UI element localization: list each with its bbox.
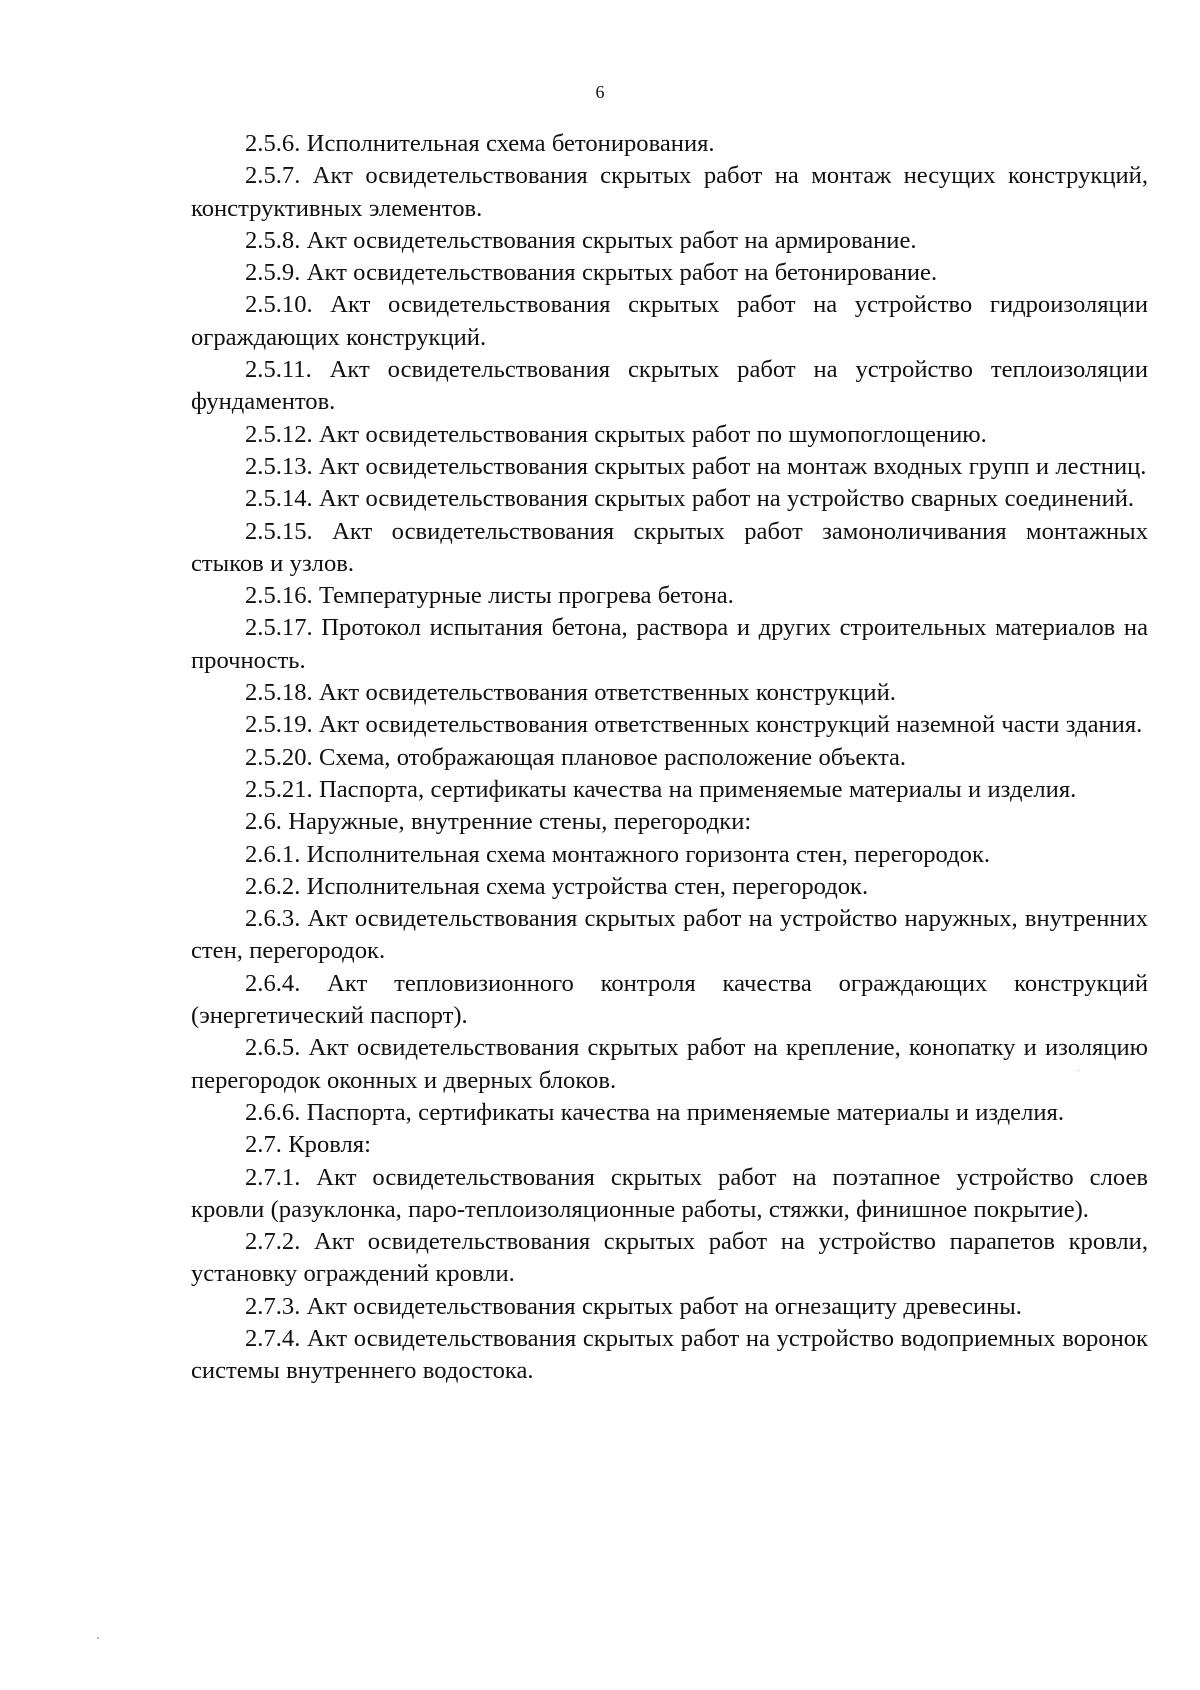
paragraph-2-5-8: 2.5.8. Акт освидетельствования скрытых работ на армирование.	[245, 226, 917, 254]
paragraph-2-5-19: 2.5.19. Акт освидетельствования ответственных конструкций наземной части здания.	[245, 711, 1143, 739]
paragraph-2-6-3: 2.6.3. Акт освидетельствования скрытых работ на устройство наружных, внутренних стен, перегородок.	[191, 905, 1148, 965]
paragraph-2-5-7: 2.5.7. Акт освидетельствования скрытых работ на монтаж несущих конструкций, конструктивных элементов.	[191, 162, 1148, 222]
paragraph-2-7-1: 2.7.1. Акт освидетельствования скрытых работ на поэтапное устройство слоев кровли (разуклонка, паро-теплоизоляционные работы, стяжки, финишное покрытие).	[191, 1163, 1148, 1223]
paragraph-2-6-1: 2.6.1. Исполнительная схема монтажного горизонта стен, перегородок.	[245, 840, 991, 868]
scan-speck	[1078, 1070, 1079, 1071]
paragraph-2-5-21: 2.5.21. Паспорта, сертификаты качества на применяемые материалы и изделия.	[245, 775, 1077, 803]
paragraph-2-5-9: 2.5.9. Акт освидетельствования скрытых работ на бетонирование.	[245, 259, 938, 287]
document-body	[191, 128, 1148, 1388]
paragraph-2-5-17: 2.5.17. Протокол испытания бетона, раствора и других строительных материалов на прочность.	[191, 614, 1148, 674]
paragraph-2-5-14: 2.5.14. Акт освидетельствования скрытых работ на устройство сварных соединений.	[245, 485, 1135, 513]
paragraph-2-7-4: 2.7.4. Акт освидетельствования скрытых работ на устройство водоприемных воронок системы внутреннего водостока.	[191, 1324, 1148, 1385]
section-heading-2-7: 2.7. Кровля:	[245, 1131, 371, 1159]
paragraph-2-5-18: 2.5.18. Акт освидетельствования ответственных конструкций.	[245, 679, 896, 707]
paragraph-2-5-10: 2.5.10. Акт освидетельствования скрытых работ на устройство гидроизоляции ограждающих конструкций.	[191, 291, 1148, 351]
paragraph-2-5-12: 2.5.12. Акт освидетельствования скрытых работ по шумопоглощению.	[245, 420, 987, 448]
paragraph-2-5-20: 2.5.20. Схема, отображающая плановое расположение объекта.	[245, 743, 907, 771]
paragraph-2-6-5: 2.6.5. Акт освидетельствования скрытых работ на крепление, конопатку и изоляцию перегородок оконных и дверных блоков.	[191, 1034, 1148, 1094]
page-number: 6	[595, 82, 605, 102]
paragraph-2-6-4: 2.6.4. Акт тепловизионного контроля качества ограждающих конструкций (энергетический паспорт).	[191, 969, 1148, 1030]
section-heading-2-6: 2.6. Наружные, внутренние стены, перегородки:	[245, 808, 752, 836]
paragraph-2-5-6: 2.5.6. Исполнительная схема бетонирования.	[245, 130, 715, 157]
paragraph-2-5-11: 2.5.11. Акт освидетельствования скрытых работ на устройство теплоизоляции фундаментов.	[191, 356, 1148, 416]
paragraph-2-5-16: 2.5.16. Температурные листы прогрева бетона.	[245, 582, 734, 610]
paragraph-2-5-13: 2.5.13. Акт освидетельствования скрытых работ на монтаж входных групп и лестниц.	[245, 452, 1147, 480]
paragraph-2-7-3: 2.7.3. Акт освидетельствования скрытых работ на огнезащиту древесины.	[245, 1292, 1022, 1320]
scan-speck	[97, 1637, 99, 1639]
paragraph-2-7-2: 2.7.2. Акт освидетельствования скрытых работ на устройство парапетов кровли, установку ограждений кровли.	[191, 1228, 1148, 1288]
paragraph-2-6-2: 2.6.2. Исполнительная схема устройства стен, перегородок.	[245, 872, 869, 900]
paragraph-2-6-6: 2.6.6. Паспорта, сертификаты качества на применяемые материалы и изделия.	[245, 1098, 1064, 1126]
paragraph-2-5-15: 2.5.15. Акт освидетельствования скрытых работ замоноличивания монтажных стыков и узлов.	[191, 517, 1148, 577]
